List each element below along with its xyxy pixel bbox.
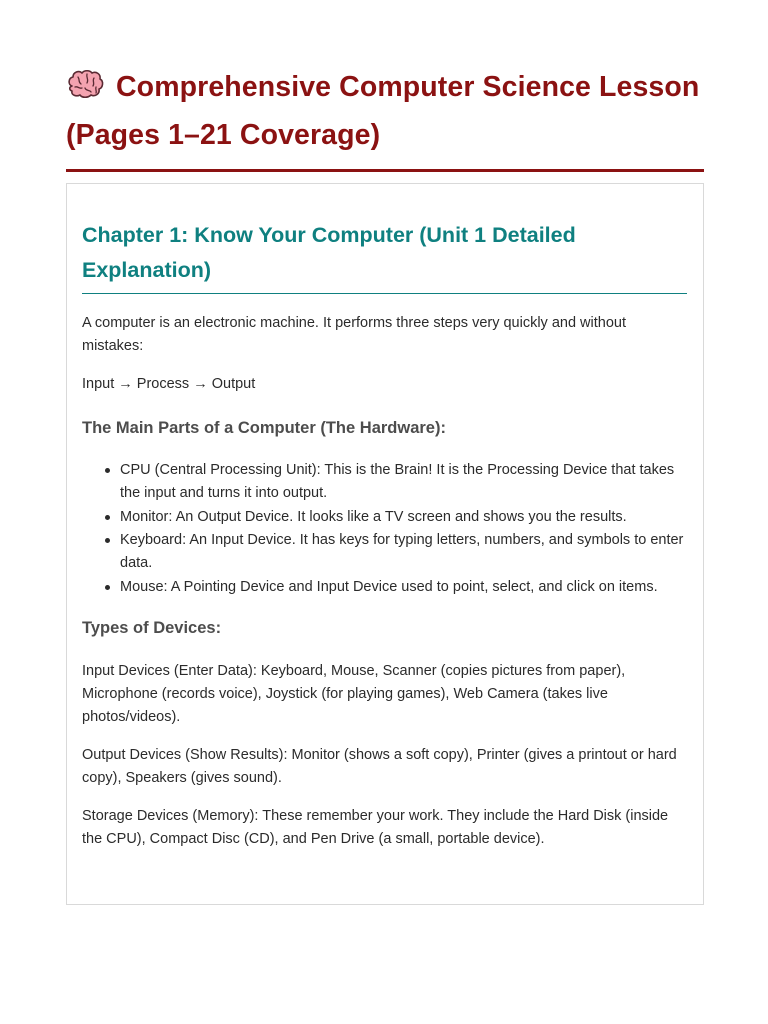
parts-list — [82, 459, 687, 599]
storage-devices-paragraph: Storage Devices (Memory): These remember your work. They include the Hard Disk (inside the CPU), Compact Disc (CD), and Pen Drive (a small, portable device). — [82, 807, 669, 847]
parts-heading: The Main Parts of a Computer (The Hardware): — [82, 419, 446, 437]
list-item-text: Mouse: A Pointing Device and Input Device used to point, select, and click on items. — [120, 578, 658, 595]
list-item-cpu — [120, 459, 687, 505]
chapter-title: Chapter 1: Know Your Computer (Unit 1 Detailed Explanation) — [82, 218, 687, 294]
title-divider — [66, 169, 704, 172]
chapter-card — [66, 183, 704, 905]
input-devices-paragraph: Input Devices (Enter Data): Keyboard, Mouse, Scanner (copies pictures from paper), Microphone (records voice), Joystick (for playing games), Web Camera (takes live photos/videos). — [82, 662, 626, 725]
intro-paragraph: A computer is an electronic machine. It performs three steps very quickly and without mistakes: — [82, 315, 626, 354]
output-devices-paragraph: Output Devices (Show Results): Monitor (shows a soft copy), Printer (gives a printout or hard copy), Speakers (gives sound). — [82, 746, 677, 786]
list-item-monitor — [120, 506, 687, 529]
brain-icon — [66, 68, 104, 100]
page-title-text: Comprehensive Computer Science Lesson (Pages 1–21 Coverage) — [66, 71, 700, 151]
list-item-mouse — [120, 576, 687, 599]
bullet-icon — [105, 538, 110, 543]
list-item-text: Monitor: An Output Device. It looks like a TV screen and shows you the results. — [120, 508, 627, 525]
page-title — [66, 0, 704, 159]
lesson-page — [66, 0, 704, 847]
list-item-keyboard — [120, 529, 687, 575]
bullet-icon — [105, 468, 110, 473]
list-item-text: CPU (Central Processing Unit): This is the Brain! It is the Processing Device that takes the input and turns it into output. — [120, 462, 675, 501]
bullet-icon — [105, 585, 110, 590]
types-heading: Types of Devices: — [82, 618, 222, 637]
list-item-text: Keyboard: An Input Device. It has keys for typing letters, numbers, and symbols to enter data. — [120, 532, 684, 571]
bullet-icon — [105, 515, 110, 520]
process-flow: Input → Process → Output — [82, 376, 256, 392]
